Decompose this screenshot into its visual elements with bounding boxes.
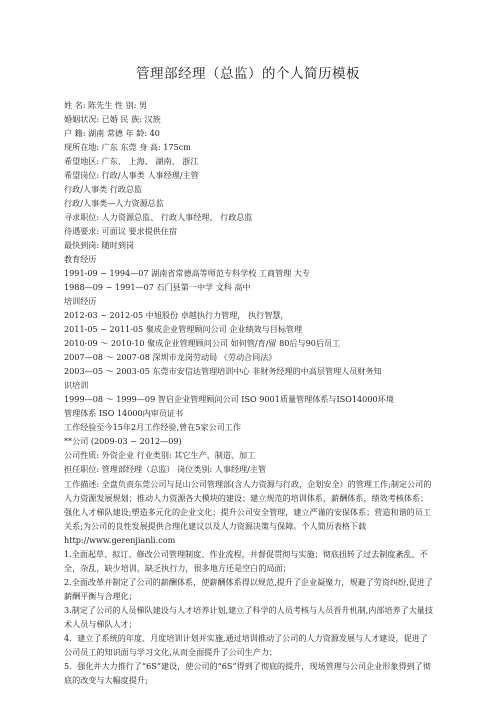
resume-line: 管理体系 ISO 14000内审员证书 [64,408,184,418]
resume-line: 2012-03 ~ 2012-05 中旭股份 卓越执行力管理， 执行智慧， [64,310,289,320]
resume-line: 1991-09 ~ 1994—07 湖南省常德高等师范专科学校 工商管理 大专 [64,268,311,278]
achievement-5: 5．强化并大力推行了“6S”建设，使公司的“6S”得到了彻底的提升，现场管理与公司企业形象得到了彻底的改变与大幅度提升; [64,661,431,685]
resume-line: 2007—08 ～ 2007-08 深圳市龙岗劳动局 《劳动合同法》 [64,352,277,362]
resume-line: 户 籍: 湖南 常德 年 龄: 40 [64,128,160,138]
achievement-4: 4．建立了系统的年度、月度培训计划并实施,通过培训推动了公司的人力资源发展与人才建设，促进了公司员工的知识面与学习文化,从而全面提升了公司生产力； [64,633,428,657]
achievement-2: 2.全面改革并制定了公司的薪酬体系，使薪酬体系得以规范,提升了企业凝聚力，规避了劳资纠纷,促进了薪酬平衡与合理化； [64,577,433,601]
resume-line: 2010-09 ～ 2010-10 聚成企业管理顾问公司 如何管/育/留 80后与90后员工 [64,338,341,348]
resume-line: 工作经验至今15年2月工作经验,曾在5家公司工作 [64,422,241,432]
section-heading: 培训经历 [64,296,97,306]
resume-line: 1988—09 ~ 1991—07 石门县第一中学 文科 高中 [64,282,251,292]
resume-line: 公司性质: 外资企业 行业类别: 其它生产、制造、加工 [64,450,256,460]
achievement-1: 1.全面起草、拟订、修改公司管理制度、作业流程，并督促贯彻与实施；彻底扭转了过去制度紊乱，不全，杂乱，缺少培训，缺乏执行力，很多地方还是空白的局面； [64,549,428,573]
achievement-3: 3.制定了公司的人员梯队建设与人才培养计划,建立了科学的人员考核与人员晋升机制,内部培养了大量技术人员与梯队人才； [64,605,433,629]
resume-line: 寻求职位: 人力资源总监、 行政人事经理、 行政总监 [64,212,253,222]
resume-line: 1999—08 ～ 1999—09 智启企业管理顾问公司 ISO 9001质量管理体系与ISO14000环境 [64,394,394,404]
resume-line: 识培训 [64,380,89,390]
resume-line: 婚姻状况: 已婚 民 族: 汉族 [64,114,161,124]
resume-line: 最快到岗: 随时到岗 [64,240,135,250]
resume-line: 2011-05 ~ 2011-05 聚成企业管理顾问公司 企业绩效与目标管理 [64,324,303,334]
work-description [64,477,434,547]
resume-line: 待遇要求: 可面议 要求提供住宿 [64,226,178,236]
resume-line: 担任职位: 管理部经理（总监） 岗位类别: 人事经理/主管 [64,464,267,474]
resume-line: 行政/人事类 行政总监 [64,184,143,194]
resume-line: 希望岗位: 行政/人事类 人事经理/主管 [64,170,199,180]
page-title: 管理部经理（总监）的个人简历模板 [136,66,360,82]
resume-line: 现所在地: 广东 东莞 身 高: 175cm [64,142,191,152]
work-description-text: 工作描述: 全盘负责东莞公司与昆山公司管理部(含人力资源与行政，企划安全）的管理工作;制定公司的人力资源发展规划；推动人力资源各大模块的建设；建立规范的培训体系，薪酬体系，绩效考核体系；强化人才梯队建设;塑造多元化的企业文化；提升公司安全管理，建立严谨的安保体系；营造和谐的员工关系;为公司的良性发展提供合理化建议以及人力资源决策与保障。个人简历表格下载 [64,479,432,531]
resume-line: 行政/人事类—人力资源总监 [64,198,164,208]
resume-template-link[interactable]: http://www.gerenjianli.com [64,535,176,545]
resume-line: 2003—05 ～ 2003-05 东莞市安信达管理培训中心 非财务经理的中高层管理人员财务知 [64,366,382,376]
resume-line: **公司 (2009-03 ~ 2012—09) [64,436,182,446]
resume-line: 希望地区: 广东、 上海、 湖南、 浙江 [64,156,199,166]
resume-line: 姓 名: 陈先生 性 别: 男 [64,100,148,110]
section-heading: 教育经历 [64,254,97,264]
